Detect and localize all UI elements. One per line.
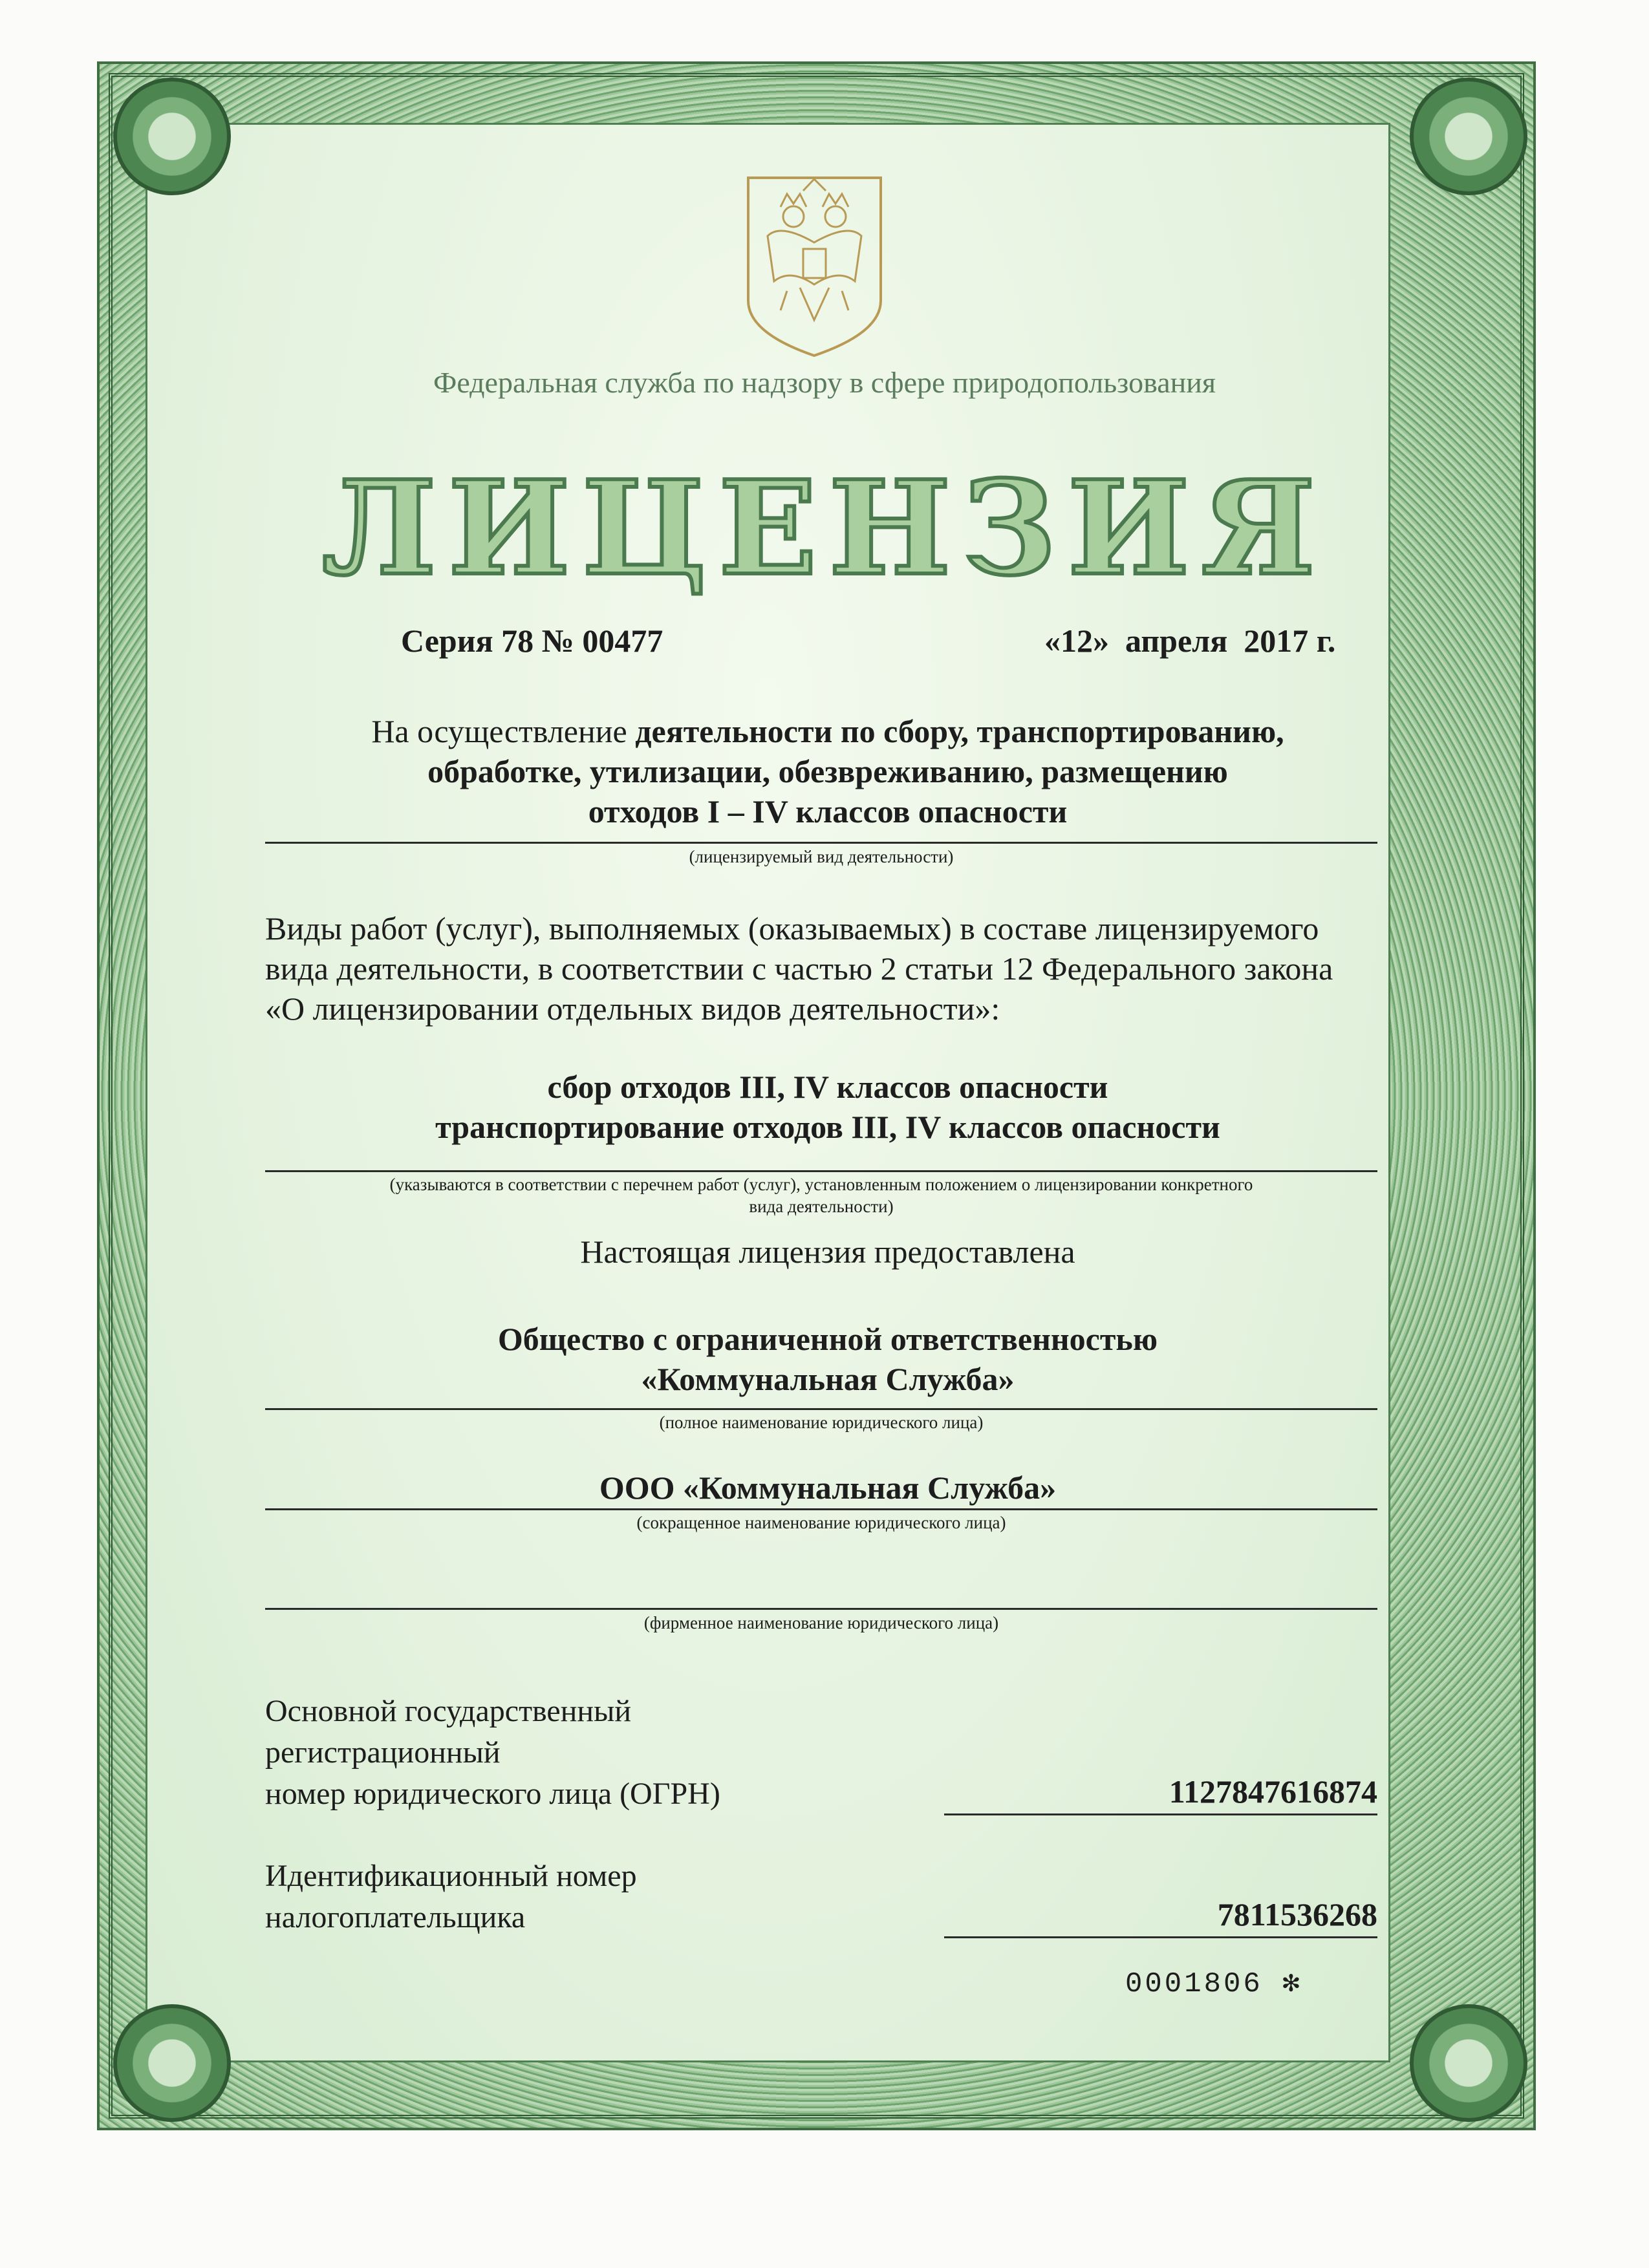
activity-intro: На осуществление: [371, 713, 636, 749]
ogrn-label: [265, 1691, 720, 1815]
activity-line-2: обработке, утилизации, обезвреживанию, размещению: [427, 753, 1228, 789]
corner-rosette-icon: [113, 78, 231, 195]
works-intro-line-1: Виды работ (услуг), выполняемых (оказываемых) в составе лицензируемого: [265, 910, 1319, 947]
underline: [265, 1508, 1377, 1510]
works-caption-line-2: вида деятельности): [749, 1197, 894, 1216]
works-item: транспортирование отходов III, IV классов опасности: [435, 1109, 1220, 1145]
short-name-caption: (сокращенное наименование юридического лица): [636, 1513, 1006, 1532]
full-name-caption: (полное наименование юридического лица): [659, 1413, 984, 1432]
activity-line-1: деятельности по сбору, транспортированию,: [635, 713, 1284, 749]
works-item: сбор отходов III, IV классов опасности: [547, 1069, 1108, 1105]
issue-date: «12» апреля 2017 г.: [1044, 623, 1336, 659]
agency-name: Федеральная служба по надзору в сфере природопользования: [433, 366, 1216, 399]
ogrn-label-line-2: регистрационный: [265, 1735, 501, 1770]
ogrn-label-line-3: номер юридического лица (ОГРН): [265, 1777, 720, 1811]
ogrn-value: 1127847616874: [1169, 1773, 1377, 1810]
works-intro-line-3: «О лицензировании отдельных видов деятельности»:: [265, 990, 1000, 1027]
works-intro-line-2: вида деятельности, в соответствии с частью 2 статьи 12 Федерального закона: [265, 950, 1333, 987]
works-caption: [265, 1173, 1377, 1217]
inn-label: [265, 1856, 637, 1938]
activity-caption: (лицензируемый вид деятельности): [689, 847, 954, 866]
ogrn-label-line-1: Основной государственный: [265, 1694, 632, 1728]
licensed-activity: [272, 711, 1384, 831]
full-name-line-1: Общество с ограниченной ответственностью: [497, 1321, 1158, 1357]
activity-line-3: отходов I – IV классов опасности: [588, 793, 1068, 829]
underline: [265, 1608, 1377, 1610]
form-serial-number: 0001806 ✻: [1125, 1968, 1302, 2000]
inn-label-line-2: налогоплательщика: [265, 1900, 526, 1934]
underline: [944, 1936, 1377, 1938]
underline: [944, 1813, 1377, 1815]
underline: [265, 1170, 1377, 1172]
underline: [265, 1408, 1377, 1410]
corner-rosette-icon: [1410, 2004, 1527, 2122]
licensee-short-name: ООО «Коммунальная Служба»: [599, 1470, 1057, 1506]
brand-name-caption: (фирменное наименование юридического лица): [643, 1613, 999, 1632]
series-number: Серия 78 № 00477: [401, 623, 663, 659]
works-intro: [265, 908, 1377, 1029]
works-caption-line-1: (указываются в соответствии с перечнем работ (услуг), установленным положением о лицензировании конкретного: [389, 1175, 1253, 1194]
works-list: [272, 1067, 1384, 1147]
granted-text: Настоящая лицензия предоставлена: [580, 1234, 1075, 1270]
document-title: ЛИЦЕНЗИЯ: [321, 453, 1328, 604]
inn-value: 7811536268: [1217, 1896, 1377, 1932]
corner-rosette-icon: [113, 2004, 231, 2122]
licensee-full-name: [272, 1319, 1384, 1399]
inn-label-line-1: Идентификационный номер: [265, 1859, 637, 1893]
coat-of-arms-icon: [742, 171, 887, 359]
corner-rosette-icon: [1410, 78, 1527, 195]
underline: [265, 842, 1377, 844]
full-name-line-2: «Коммунальная Служба»: [641, 1361, 1015, 1397]
